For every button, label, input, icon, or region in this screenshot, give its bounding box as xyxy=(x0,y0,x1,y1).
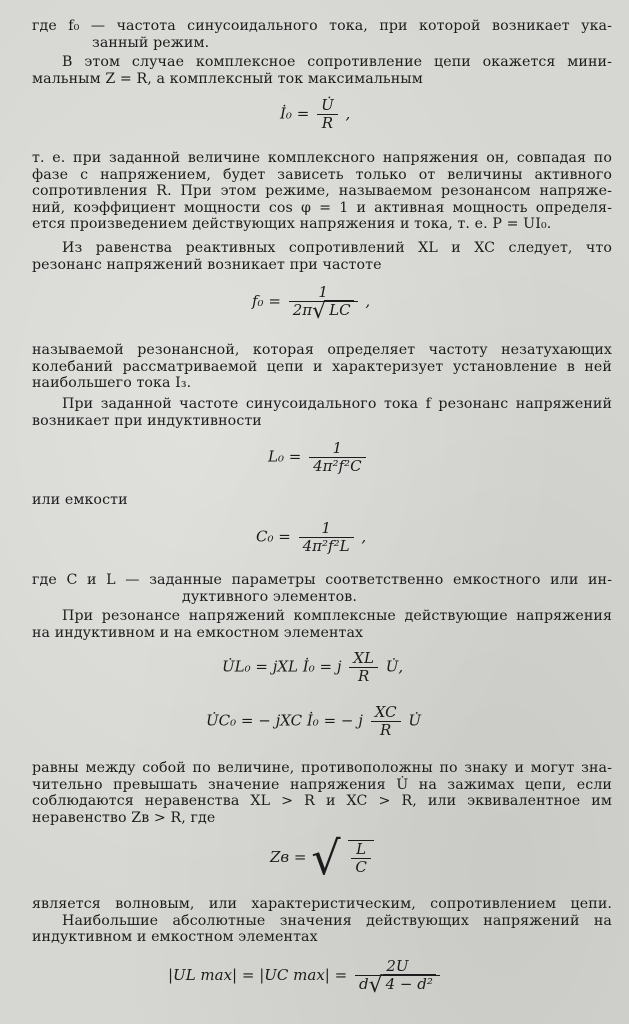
text-line: фазе с напряжением, будет зависеть только от величины активного xyxy=(32,166,612,183)
fraction xyxy=(371,704,401,739)
text-line: где C и L — заданные параметры соответственно емкостного или ин- xyxy=(32,572,612,588)
paragraph-8 xyxy=(32,572,612,605)
formula-lhs: Zв = xyxy=(270,848,307,866)
formula-inductive-voltage xyxy=(222,650,403,685)
formula-lhs: İ₀ = xyxy=(280,104,310,123)
text-line: называемой резонансной, которая определяет частоту незатухающих xyxy=(32,342,612,358)
formula-lhs: L₀ = xyxy=(268,447,302,466)
formula-resonant-frequency xyxy=(252,283,371,324)
paragraph-6 xyxy=(32,396,612,429)
paragraph-5 xyxy=(32,342,612,392)
text-line: сопротивления R. При этом режиме, называемом резонансом напряже- xyxy=(32,183,612,200)
text-line: Из равенства реактивных сопротивлений XL и XC следует, что xyxy=(62,240,612,256)
text-line: является волновым, или характеристическим, сопротивлением цепи. xyxy=(32,896,612,912)
paragraph-1 xyxy=(32,18,612,51)
text-line: неравенство Zв > R, где xyxy=(32,809,216,826)
formula-inductance xyxy=(268,440,369,475)
formula-lhs: f₀ = xyxy=(252,291,281,310)
denominator xyxy=(355,972,440,998)
radicand: 4 − d² xyxy=(383,974,436,993)
den-prefix: d xyxy=(358,975,369,993)
text-line: занный режим. xyxy=(92,34,210,51)
formula-wave-impedance xyxy=(270,831,377,885)
formula-tail: , xyxy=(361,527,367,546)
text-line: наибольшего тока I₃. xyxy=(32,375,192,392)
fraction xyxy=(299,520,354,555)
fraction xyxy=(349,650,378,685)
sqrt-sign: √ xyxy=(368,972,383,998)
paragraph-4 xyxy=(32,240,612,273)
formula-max-voltage xyxy=(168,957,443,998)
text-line: возникает при индуктивности xyxy=(32,412,262,429)
paragraph-10 xyxy=(32,760,612,826)
text-line: При резонансе напряжений комплексные действующие напряжения xyxy=(62,608,612,624)
paragraph-11 xyxy=(32,896,612,946)
text-line: или емкости xyxy=(32,492,128,508)
text-line: ний, коэффициент мощности cos φ = 1 и активная мощность определя- xyxy=(32,199,612,216)
fraction xyxy=(309,440,365,475)
paragraph-7 xyxy=(32,492,612,509)
text-line: резонанс напряжений возникает при частоте xyxy=(32,256,382,273)
numerator: U̇ xyxy=(317,97,338,115)
paragraph-3 xyxy=(32,150,612,233)
numerator: XC xyxy=(371,704,401,722)
formula-capacitance xyxy=(256,520,366,555)
formula-tail: , xyxy=(345,104,351,123)
fraction xyxy=(317,97,338,132)
numerator: L xyxy=(351,841,370,859)
sqrt-sign: √ xyxy=(312,298,327,324)
text-line: Наибольшие абсолютные значения действующих напряжений на xyxy=(62,912,612,929)
fraction xyxy=(289,283,358,324)
formula-lhs: C₀ = xyxy=(256,527,291,546)
formula-current xyxy=(280,97,350,132)
denominator: C xyxy=(355,858,367,876)
formula-lhs: U̇C₀ = − jXC İ₀ = − j xyxy=(206,711,363,730)
denominator: R xyxy=(357,667,370,685)
denominator: R xyxy=(321,114,334,132)
text-line: на индуктивном и на емкостном элементах xyxy=(32,624,364,641)
denominator xyxy=(289,298,358,324)
sqrt-sign: √ xyxy=(311,831,341,885)
den-prefix: 2π xyxy=(292,301,313,319)
radicand: LC xyxy=(326,300,353,319)
fraction xyxy=(355,957,440,998)
text-line: чительно превышать значение напряжения U̇ на зажимах цепи, если xyxy=(32,776,612,793)
formula-tail: U̇ xyxy=(408,711,422,730)
fraction xyxy=(348,840,373,876)
denominator: R xyxy=(380,721,392,739)
numerator: 1 xyxy=(309,440,365,458)
text-line: колебаний рассматриваемой цепи и характеризует установление в ней xyxy=(32,358,612,375)
denominator: 4π²f²L xyxy=(302,537,350,555)
text-line: соблюдаются неравенства XL > R и XC > R, или эквивалентное им xyxy=(32,793,612,810)
denominator: 4π²f²C xyxy=(313,457,362,475)
numerator: 1 xyxy=(289,284,358,302)
text-line: мальным Z = R, а комплексный ток максимальным xyxy=(32,70,423,87)
text-line: т. е. при заданной величине комплексного напряжения он, совпадая по xyxy=(32,150,612,166)
text-line: индуктивном и емкостном элементах xyxy=(32,929,318,946)
text-line: дуктивного элементов. xyxy=(182,588,357,605)
formula-tail: , xyxy=(365,291,371,310)
text-line: ется произведением действующих напряжения и тока, т. е. P = UI₀. xyxy=(32,216,552,233)
text-line: где f₀ — частота синусоидального тока, при которой возникает ука- xyxy=(32,18,612,34)
paragraph-9 xyxy=(32,608,612,641)
text-line: В этом случае комплексное сопротивление цепи окажется мини- xyxy=(62,54,612,70)
formula-lhs: |UL max| = |UC max| = xyxy=(168,965,348,984)
paragraph-2 xyxy=(32,54,612,87)
numerator: 2U xyxy=(355,958,440,976)
numerator: 1 xyxy=(299,520,354,538)
formula-capacitive-voltage xyxy=(206,704,421,739)
numerator: XL xyxy=(349,650,378,668)
formula-lhs: U̇L₀ = jXL İ₀ = j xyxy=(222,657,342,676)
formula-tail: U̇, xyxy=(385,657,404,676)
text-line: равны между собой по величине, противоположны по знаку и могут зна- xyxy=(32,760,612,776)
text-line: При заданной частоте синусоидального тока f резонанс напряжений xyxy=(62,396,612,412)
